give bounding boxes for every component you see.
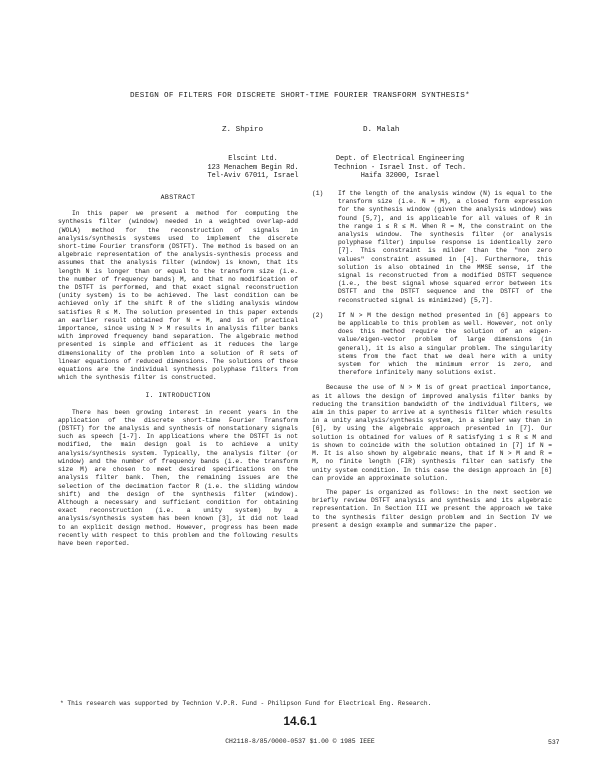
session-page-id: 14.6.1 [283,714,317,728]
list-item [312,190,552,305]
paper-title: DESIGN OF FILTERS FOR DISCRETE SHORT-TIME FOURIER TRANSFORM SYNTHESIS* [130,92,470,100]
page-number: 537 [548,739,560,746]
abstract-heading: ABSTRACT [160,194,196,201]
abstract-text: In this paper we present a method for computing the synthesis filter (window) needed in a weighted overlap-add (WOLA) method for the reconstruction of signals in analysis/synthesis systems used to implement the discrete short-time Fourier transform (DSTFT). The method is based on an algebraic representation of the analysis-synthesis process and assumes that the analysis filter (window) is known, that its length N is longer than or equal to the transform size (i.e. the number of frequency bands) M, and that no modification of the DSTFT is performed, and that exact signal reconstruction (unity system) is to be achieved. The last condition can be achieved only if the shift R of the sliding analysis window satisfies R ≤ M. The solution presented in this paper extends an earlier result obtained for N = M, and is of practical importance, since using N > M results in analysis filter banks with improved frequency band separation. The algebraic method presented is simple and efficient as it reduces the large dimensionality of the problem into a solution of R sets of linear equations of reduced dimensions. The solutions of these equations are the individual synthesis polyphase filters from which the synthesis filter is constructed. [58,210,298,382]
right-column [312,190,552,536]
copyright-line: CH2118-8/85/0000-0537 $1.00 © 1985 IEEE [225,738,375,745]
list-item-number: (2) [312,311,324,319]
intro-heading: I. INTRODUCTION [145,392,211,400]
footnote: * This research was supported by Technion V.P.R. Fund - Philipson Fund for Electrical Eng. Research. [60,700,432,707]
list-item-text: If the length of the analysis window (N) is equal to the transform size (i.e. N = M), a closed form expression for the synthesis window (given the analysis window) was found [5,7], and is applicable for all values of R in the range 1 ≤ R ≤ M. When R = M, the constraint on the analysis window. The synthesis filter (or analysis polyphase filter) impulse response is identically zero [7]. This constraint is milder than the "non zero values" constraint assumed in [4]. Furthermore, this solution is also obtained in the MMSE sense, if the signal is reconstructed from a modified DSTFT sequence (i.e., the best signal whose squared error between its DSTFT and the DSTFT sequence and the DSTFT of the reconstructed signal is minimized) [5,7]. [338,190,552,304]
body-paragraph: The paper is organized as follows: in the next section we briefly review DSTFT analysis and synthesis and its algebraic representation. In Section III we present the approach we take to the synthesis filter design problem and in Section IV we present a design example and summarize the paper. [312,488,552,529]
left-column [58,190,298,554]
author-2-name: D. Malah [363,126,400,134]
list-item [312,312,552,378]
author-1-affiliation: Elscint Ltd. 123 Menachem Begin Rd. Tel-Aviv 67011, Israel [207,155,299,181]
author-1-name: Z. Shpiro [222,126,264,134]
body-paragraph: Because the use of N > M is of great practical importance, as it allows the design of improved analysis filter banks by reducing the transition bandwidth of the individual filters, we aim in this paper to arrive at a synthesis filter which results in a unity analysis/synthesis system, in a simpler way than in [6], by using the algebraic approach presented in [7]. Our solution is obtained for values of R satisfying 1 ≤ R ≤ M and is shown to coincide with the solution obtained in [7] if N = M. It is also shown by algebraic means, that if N > M and R = M, no finite length (FIR) synthesis filter can satisfy the unity system condition. In this case the design approach in [6] can provide an approximate solution. [312,384,552,482]
author-2-affiliation: Dept. of Electrical Engineering Technion - Israel Inst. of Tech. Haifa 32000, Israel [333,155,467,181]
intro-paragraph: There has been growing interest in recent years in the application of the discrete short-time Fourier Transform (DSTFT) for the analysis and synthesis of nonstationary signals such as speech [1-7]. In applications where the DSTFT is not modified, the main design goal is to achieve a unity analysis/synthesis system. Typically, the analysis filter (or window) and the number of frequency bands (i.e. the transform size M) are chosen to meet desired specifications on the analysis filter bank. Then, the remaining issues are the selection of the decimation factor R (i.e. the sliding window shift) and the design of the synthesis filter (window). Although a necessary and sufficient condition for obtaining exact reconstruction (i.e. a unity system) by a analysis/synthesis system has been known [3], it did not lead to an explicit design method. However, progress has been made recently with respect to this problem and the following results have been reported. [58,408,298,547]
list-item-number: (1) [312,190,324,197]
list-item-text: If N > M the design method presented in [6] appears to be applicable to this problem as well. However, not only does this method require the solution of an eigen-value/eigen-vector problem of large dimensions (in general), it is also a singular problem. The singularity stems from the fact that we deal here with a unity system for which the minimum error is zero, and therefore infinitely many solutions exist. [338,311,552,377]
